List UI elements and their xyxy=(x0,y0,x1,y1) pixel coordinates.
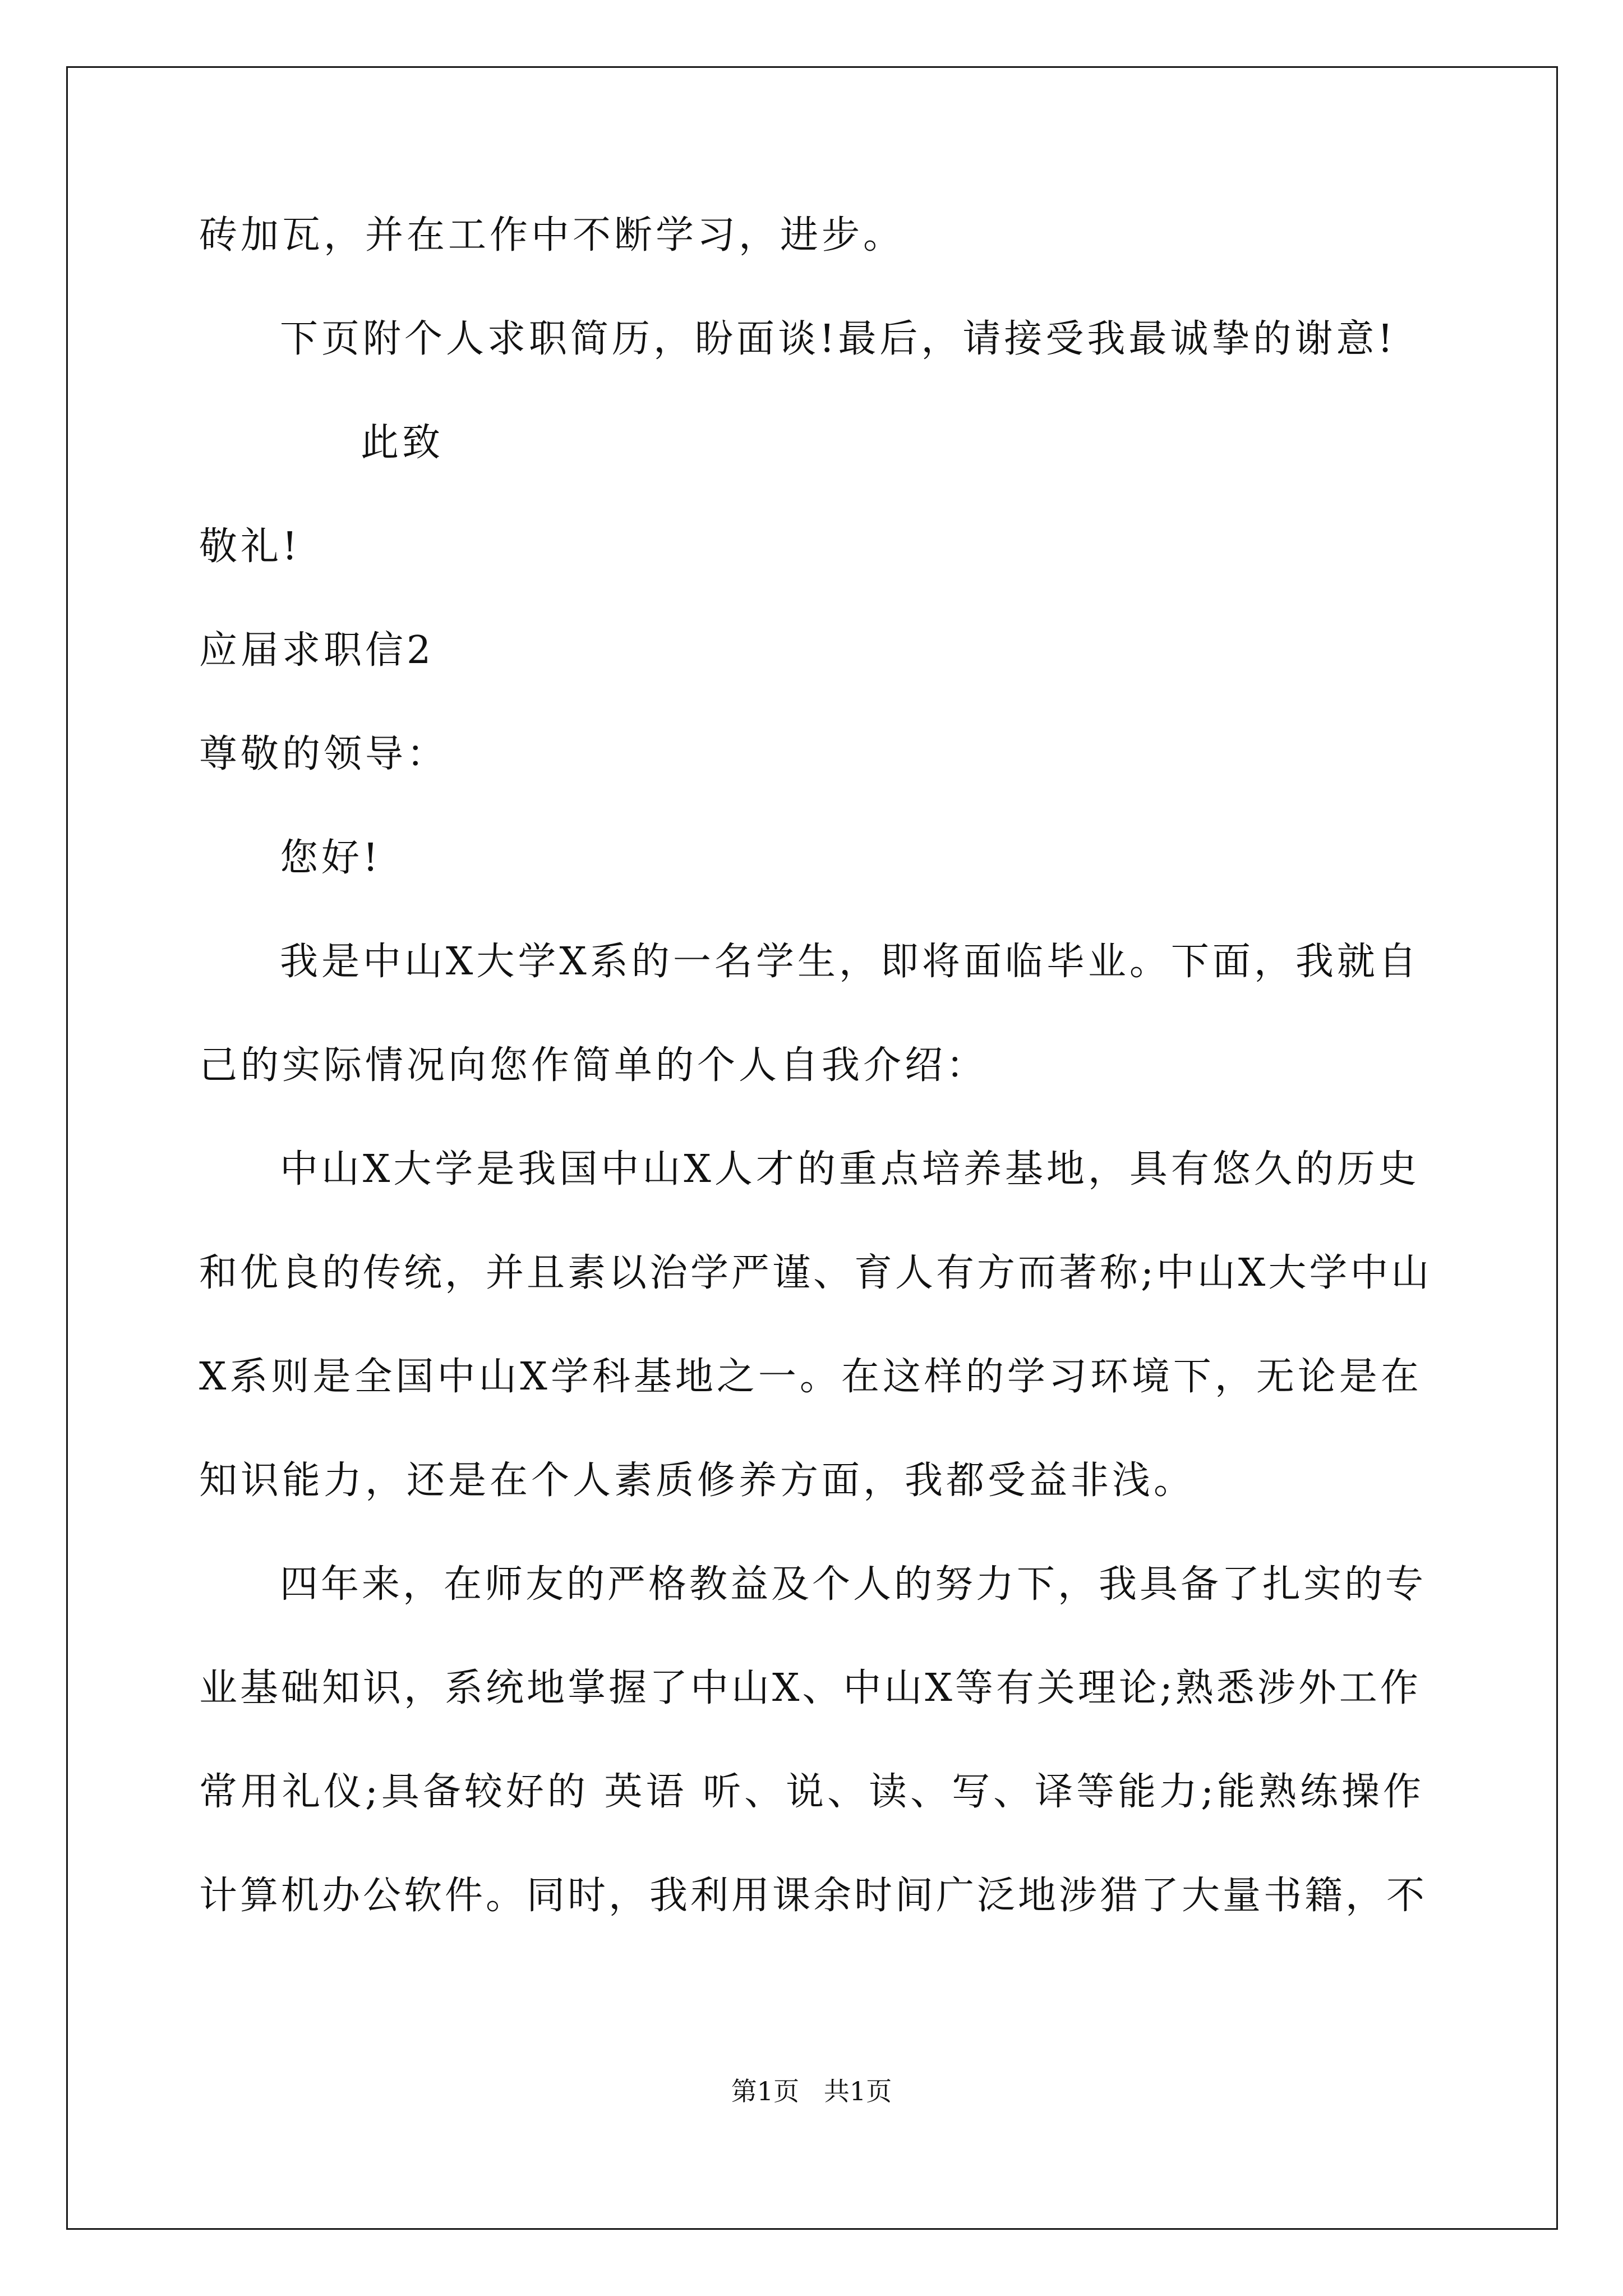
paragraph-line: 己的实际情况向您作简单的个人自我介绍： xyxy=(199,1043,988,1088)
paragraph-line: 中山X大学是我国中山X人才的重点培养基地，具有悠久的历史 xyxy=(280,1147,1420,1191)
paragraph-line: 我是中山X大学X系的一名学生，即将面临毕业。下面，我就自 xyxy=(280,940,1420,984)
page-number-footer: 第1页 共1页 xyxy=(731,2076,892,2106)
paragraph-line: 业基础知识，系统地掌握了中山X、中山X等有关理论;熟悉涉外工作 xyxy=(199,1666,1421,1710)
paragraph-line: 四年来，在师友的严格教益及个人的努力下，我具备了扎实的专 xyxy=(280,1562,1427,1607)
paragraph-line: 知识能力，还是在个人素质修养方面，我都受益非浅。 xyxy=(199,1458,1196,1503)
closing-regards: 敬礼! xyxy=(199,524,301,569)
paragraph-line: 计算机办公软件。同时，我利用课余时间广泛地涉猎了大量书籍，不 xyxy=(199,1874,1428,1918)
closing-salutation: 此致 xyxy=(361,421,444,465)
paragraph-line: 常用礼仪;具备较好的 英语 听、说、读、写、译等能力;能熟练操作 xyxy=(199,1770,1425,1814)
paragraph-line: 和优良的传统，并且素以治学严谨、育人有方而著称;中山X大学中山 xyxy=(199,1251,1432,1295)
salutation-hello: 您好! xyxy=(280,836,382,880)
section-heading: 应届求职信2 xyxy=(199,628,435,673)
greeting: 尊敬的领导： xyxy=(199,732,449,776)
text-line-1: 砖加瓦，并在工作中不断学习，进步。 xyxy=(199,213,905,257)
text-line-2: 下页附个人求职简历，盼面谈!最后，请接受我最诚挚的谢意! xyxy=(280,317,1396,361)
paragraph-line: X系则是全国中山X学科基地之一。在这样的学习环境下，无论是在 xyxy=(199,1355,1422,1399)
